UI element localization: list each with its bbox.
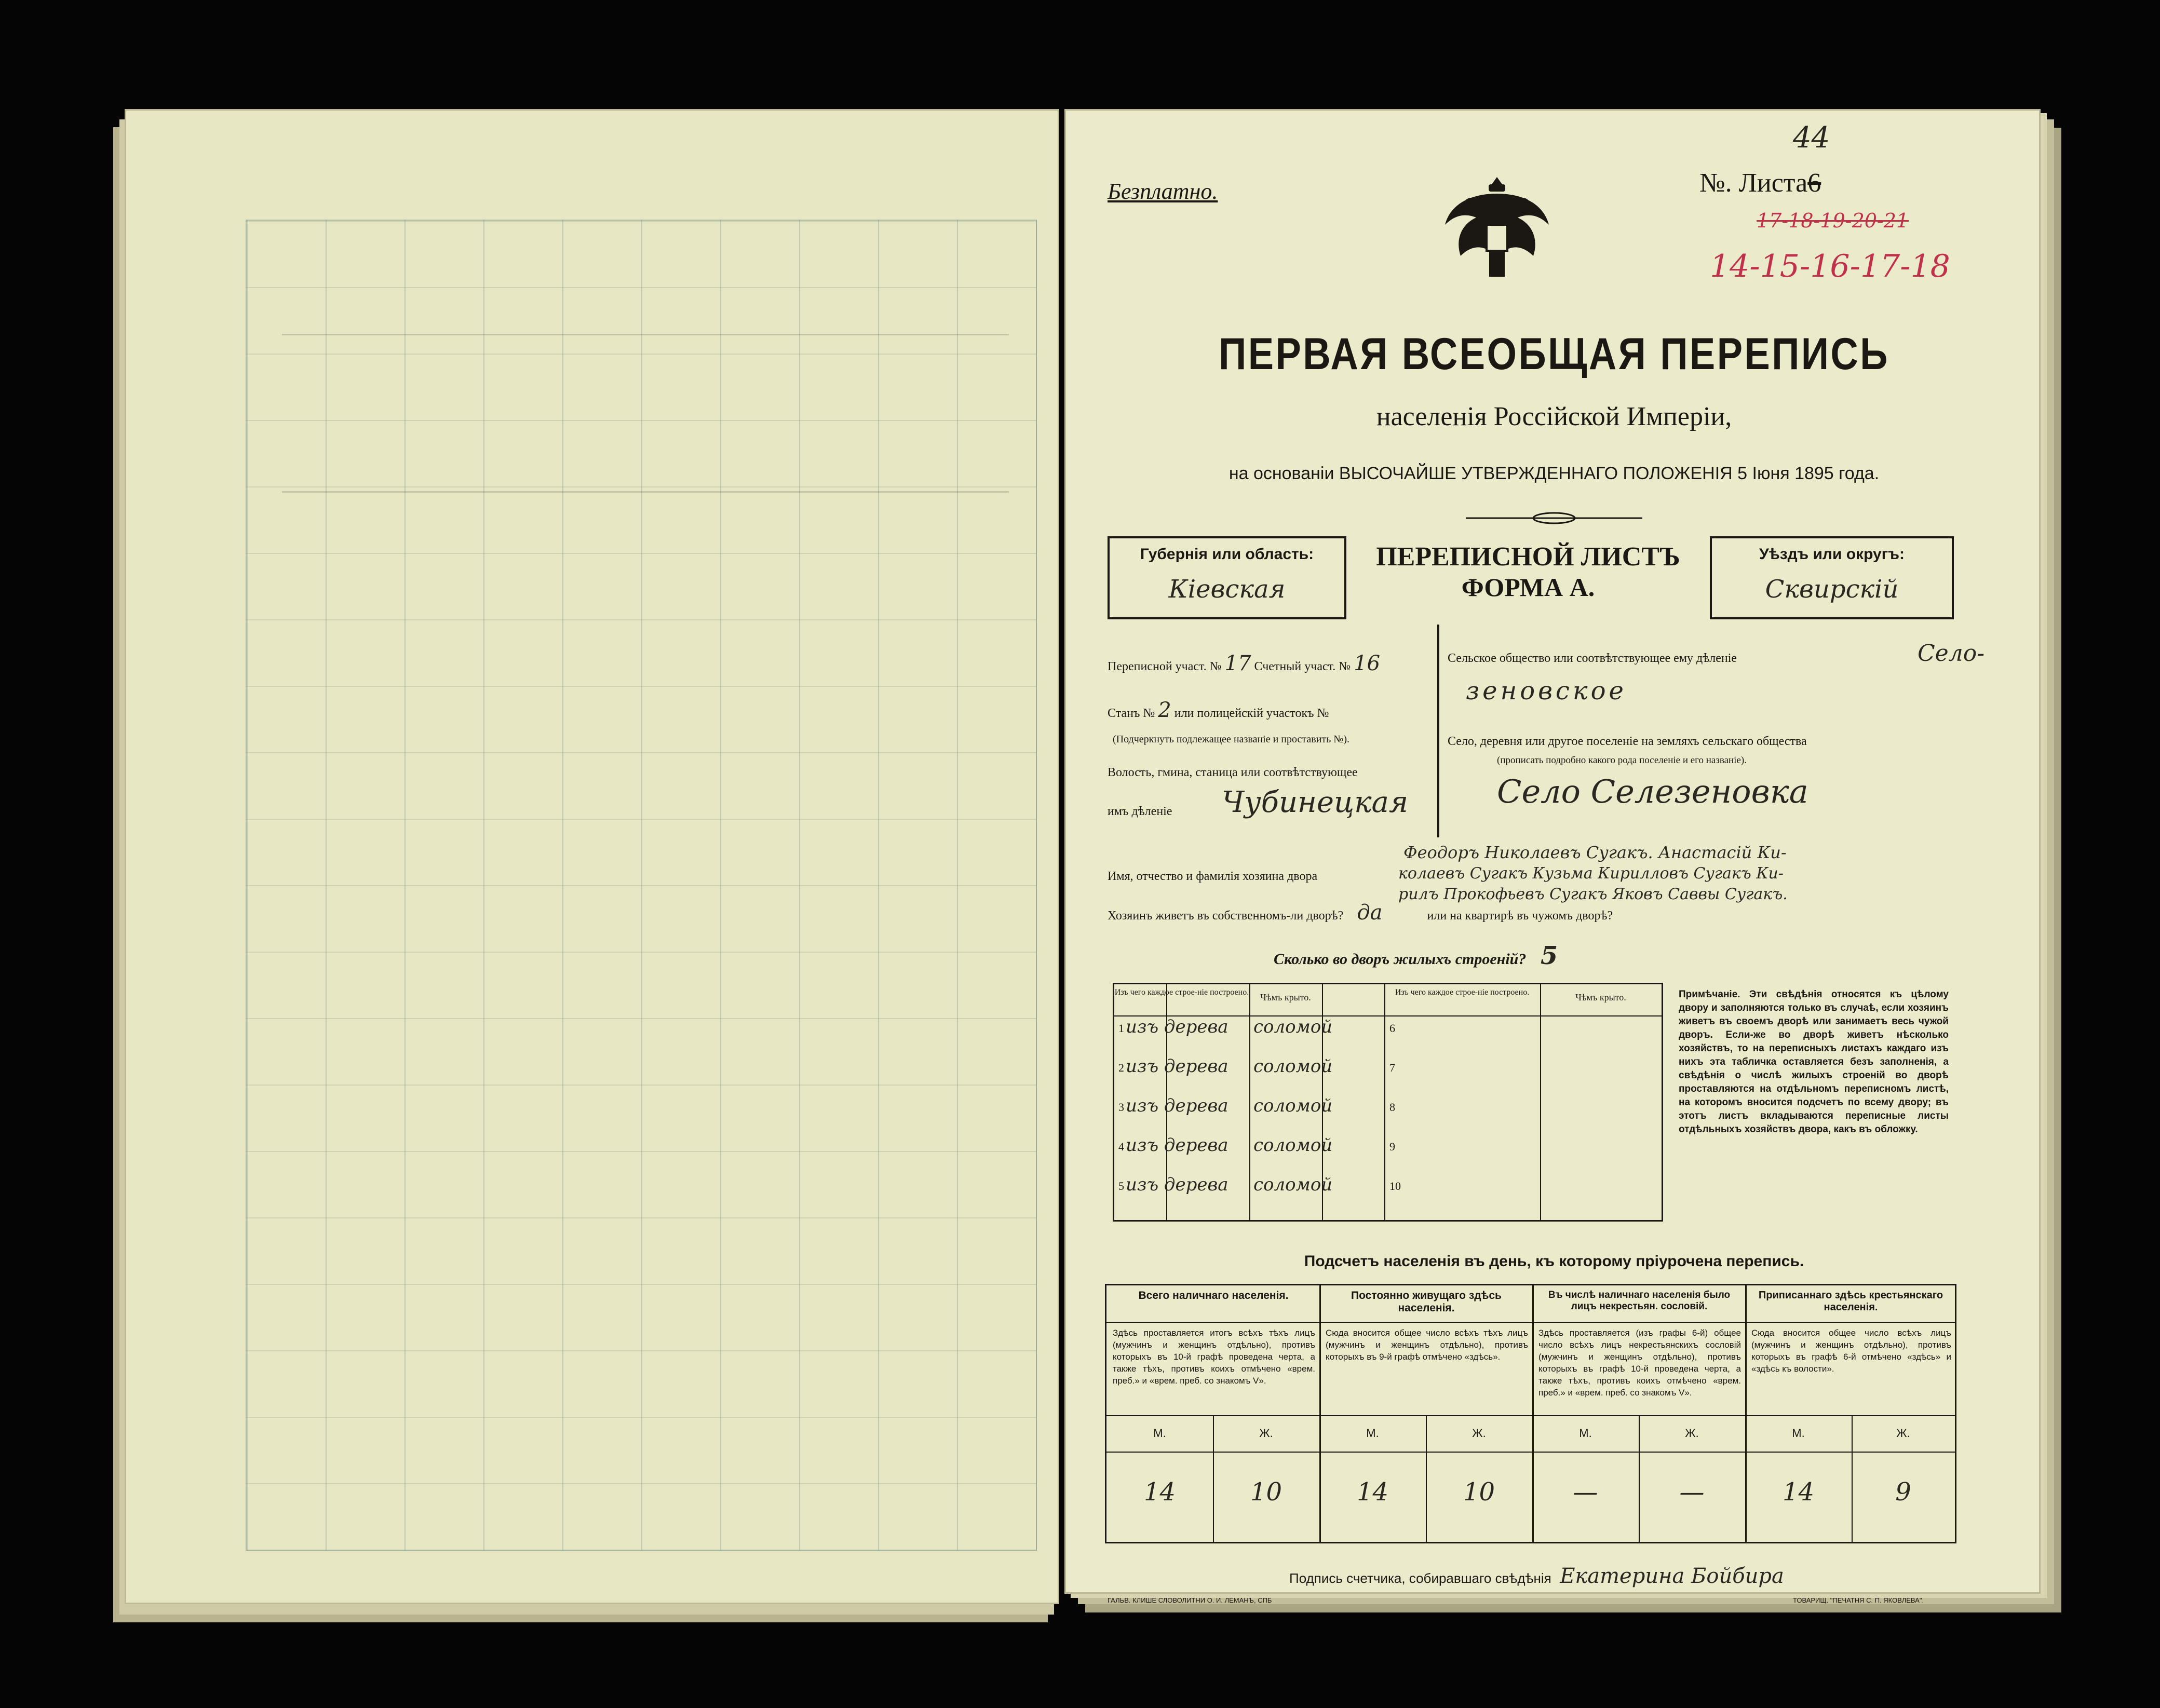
sheet-number-label: №. Листа6 [1699, 168, 1821, 198]
owner-label: Имя, отчество и фамилія хозяина двора [1108, 870, 1318, 883]
imprint-right: ТОВАРИЩ. "ПЕЧАТНЯ С. П. ЯКОВЛЕВА". [1793, 1596, 1924, 1604]
form-title: ПЕРЕПИСНОЙ ЛИСТЪ [1376, 542, 1680, 572]
society-label: Сельское общество или соотвѣтствующее ему дѣленіе [1448, 652, 1737, 665]
census-title: ПЕРВАЯ ВСЕОБЩАЯ ПЕРЕПИСЬ [1219, 329, 1889, 379]
buildings-col-roof-right: Чѣмъ крыто. [1575, 992, 1626, 1002]
fields-divider [1437, 625, 1439, 837]
nonpeasant-female-value: — [1679, 1477, 1705, 1507]
census-form-page [1064, 109, 2041, 1604]
registered-female-value: 9 [1895, 1477, 1911, 1507]
buildings-col-material-left: Изъ чего каждое строе-ніе построено. [1114, 988, 1249, 997]
province-value: Кіевская [1168, 575, 1286, 604]
village-label: Село, деревня или другое поселеніе на земляхъ сельскаго общества [1448, 735, 1807, 748]
left-page [125, 109, 1059, 1604]
province-label: Губернія или область: [1140, 546, 1314, 563]
imprint-left: ГАЛЬВ. КЛИШЕ СЛОВОЛИТНИ О. И. ЛЕМАНЪ, СПБ [1108, 1596, 1272, 1604]
uezd-box [1710, 536, 1954, 619]
village-value: Село Селезеновка [1497, 772, 1808, 810]
form-subtitle: ФОРМА А. [1461, 573, 1595, 602]
uezd-label: Уѣздъ или округъ: [1759, 546, 1905, 563]
own-yard-field: Хозяинъ живетъ въ собственномъ-ли дворѣ? да или на квартирѣ въ чужомъ дворѣ? [1108, 901, 1613, 925]
buildings-col-material-right: Изъ чего каждое строе-ніе построено. [1395, 988, 1530, 997]
double-headed-eagle-emblem [1435, 173, 1559, 287]
free-label: Безплатно. [1108, 179, 1218, 204]
stan-field: Станъ № 2 или полицейскій участокъ № [1108, 698, 1329, 722]
stan-note: (Подчеркнуть подлежащее названіе и проставить №). [1113, 734, 1349, 745]
buildings-table: Изъ чего каждое строе-ніе построено. Чѣмъ крыто. Изъ чего каждое строе-ніе построено. Чѣмъ крыто. 1 изъ дерева соломой 6 2 изъ дерева соломой 7 3 изъ дерева соломой 8 4 изъ дерева соломой 9 5 изъ дерева соломой 10 [1113, 983, 1663, 1222]
owner-value-2: колаевъ Сугакъ Кузьма Кирилловъ Сугакъ Ки- [1398, 864, 1784, 883]
ornament-divider [1466, 510, 1642, 526]
population-table: Всего наличнаго населенія. Здѣсь проставляется итогъ всѣхъ тѣхъ лицъ (мужчинъ и женщинъ отдѣльно), противъ которыхъ въ 10-й графѣ проведена черта, а также тѣхъ, противъ коихъ отмѣчено «врем. преб.» и «врем. преб. со знакомъ V». М. Ж. 14 10 Постоянно живущаго здѣсь населенія. Сюда вносится общее число всѣхъ тѣхъ лицъ (мужчинъ и женщинъ отдѣльно), противъ которыхъ въ 9-й графѣ отмѣчено «здѣсь». М. Ж. 14 10 Въ числѣ наличнаго населенія было лицъ некрестьян. сословій. Здѣсь проставляется (изъ графы 6-й) общее число всѣхъ лицъ некрестьянскихъ сословій (мужчинъ и женщинъ отдѣльно), противъ которыхъ въ графѣ 10-й проведена черта, а также тѣхъ, противъ коихъ отмѣчено «врем. преб.» и «врем. преб. со знакомъ V». М. Ж. — — Приписаннаго здѣсь крестьянскаго населенія. Сюда вносится общее число всѣхъ лицъ (мужчинъ и женщинъ отдѣльно), противъ которыхъ въ графѣ 6-й отмѣчено «здѣсь» и «здѣсь къ волости». М. Ж. 14 9 [1105, 1284, 1956, 1543]
left-page-bleed-through [282, 334, 1009, 493]
village-note: (прописать подробно какого рода поселеніе и его названіе). [1497, 755, 1747, 766]
census-subtitle: населенія Россійской Имперіи, [1376, 402, 1732, 431]
volost-value: Чубинецкая [1222, 785, 1409, 819]
signature-field: Подпись счетчика, собиравшаго свѣдѣнія Екатерина Бойбира [1289, 1564, 1784, 1588]
sheet-pages-old: 17-18-19-20-21 [1757, 209, 1909, 232]
province-box [1108, 536, 1346, 619]
buildings-count-field: Сколько во дворъ жилыхъ строеній? 5 [1274, 941, 1558, 970]
permanent-female-value: 10 [1463, 1477, 1495, 1507]
sheet-number-new: 44 [1793, 121, 1830, 155]
volost-label-1: Волость, гмина, станица или соотвѣтствующее [1108, 766, 1358, 779]
buildings-note: Примѣчаніе. Эти свѣдѣнія относятся къ цѣлому двору и заполняются только въ случаѣ, если хозяинъ живетъ въ своемъ дворѣ или занимаетъ весь чужой дворъ. Если-же во дворѣ живетъ нѣсколько хозяйствъ, то на переписныхъ листахъ каждаго изъ нихъ эта табличка оставляется безъ заполненія, а свѣдѣнія о числѣ жилыхъ строеній во дворѣ проставляются на отдѣльномъ переписномъ листѣ, на которомъ вносится подсчетъ по всему двору; въ этотъ листъ вкладываются переписные листы отдѣльныхъ хозяйствъ двора, какъ въ обложку. [1679, 989, 1949, 1135]
owner-value-3: рилъ Прокофьевъ Сугакъ Яковъ Саввы Сугакъ. [1398, 885, 1788, 903]
uezd-value: Сквирскій [1765, 575, 1899, 604]
form-title-block [1346, 541, 1710, 602]
nonpeasant-male-value: — [1573, 1477, 1598, 1507]
total-male-value: 14 [1143, 1477, 1176, 1507]
sheet-pages-new: 14-15-16-17-18 [1710, 248, 1950, 284]
registered-male-value: 14 [1782, 1477, 1815, 1507]
volost-label-2: имъ дѣленіе [1108, 805, 1172, 818]
society-value-2: зеновское [1466, 676, 1627, 706]
permanent-male-value: 14 [1356, 1477, 1389, 1507]
total-female-value: 10 [1250, 1477, 1282, 1507]
buildings-col-roof-left: Чѣмъ крыто. [1260, 992, 1311, 1002]
census-area-field: Переписной участ. № 17 Счетный участ. № 16 [1108, 652, 1381, 675]
owner-value-1: Феодоръ Николаевъ Сугакъ. Анастасій Ки- [1403, 843, 1787, 862]
society-value-1: Село- [1918, 640, 1985, 667]
census-basis: на основаніи ВЫСОЧАЙШЕ УТВЕРЖДЕННАГО ПОЛОЖЕНІЯ 5 Іюня 1895 года. [1228, 464, 1880, 483]
population-title: Подсчетъ населенія въ день, къ которому пріурочена перепись. [1304, 1253, 1804, 1270]
